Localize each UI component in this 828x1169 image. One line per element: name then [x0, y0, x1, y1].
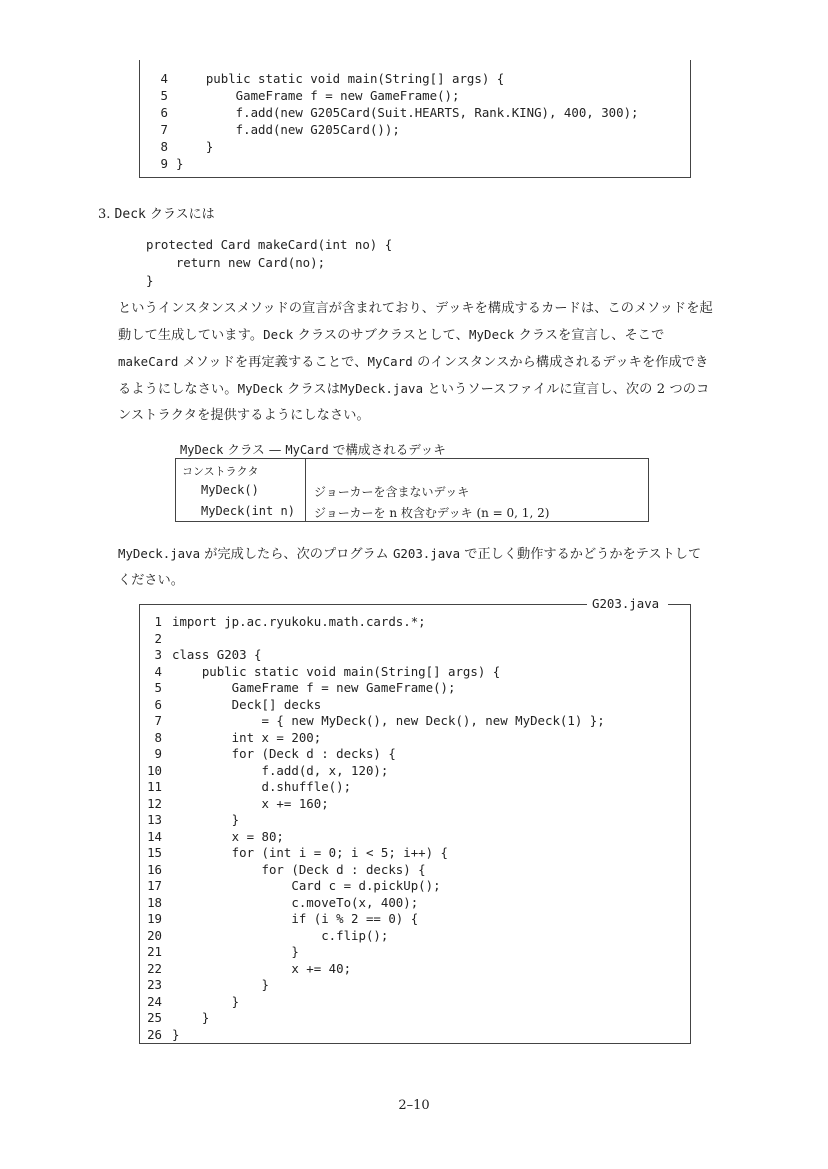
snippet-line: protected Card makeCard(int no) {	[146, 237, 393, 252]
line-number: 21	[147, 944, 162, 959]
line-number: 18	[147, 894, 162, 910]
code-text: d.shuffle();	[172, 779, 352, 794]
line-number: 3	[154, 647, 162, 662]
inline-code: MyCard	[367, 354, 413, 369]
inline-code: MyDeck	[468, 327, 515, 342]
line-number: 13	[147, 812, 162, 827]
constructor-signature: MyDeck()	[201, 483, 259, 497]
test-instruction-paragraph: MyDeck.java が完成したら、次のプログラム G203.java で正しく動作するかどうかをテストしてください。	[118, 546, 702, 588]
code-text: GameFrame f = new GameFrame();	[176, 88, 460, 103]
code-text: }	[172, 1010, 210, 1025]
constructor-signature: MyDeck(int n)	[201, 504, 295, 518]
constructor-description: ジョーカーを n 枚含むデッキ (n = 0, 1, 2)	[314, 506, 550, 520]
line-number: 11	[147, 779, 162, 794]
code-text: public static void main(String[] args) {	[172, 663, 501, 679]
code-text: x += 160;	[172, 795, 329, 811]
exercise-item-3-heading	[98, 203, 215, 222]
inline-code: MyDeck	[237, 381, 283, 396]
code-text: Deck[] decks	[172, 696, 322, 712]
line-number: 5	[160, 88, 168, 103]
item-heading-text: クラスには	[145, 207, 215, 222]
line-number: 9	[154, 746, 162, 761]
listing-title: G203.java	[592, 596, 660, 611]
code-text: Card c = d.pickUp();	[172, 878, 441, 893]
line-number: 9	[160, 156, 168, 171]
code-text: }	[172, 944, 299, 959]
table-divider	[305, 459, 306, 521]
code-text: for (Deck d : decks) {	[172, 746, 396, 761]
code-text: public static void main(String[] args) {	[176, 71, 505, 86]
inline-code: MyDeck.java	[340, 381, 424, 396]
line-number: 14	[147, 828, 162, 844]
line-number: 7	[160, 122, 168, 137]
line-number: 12	[147, 795, 162, 811]
code-text: }	[172, 1026, 180, 1042]
line-number: 7	[154, 713, 162, 728]
code-text: }	[172, 993, 240, 1009]
line-number: 6	[154, 696, 162, 712]
instruction-paragraph: というインスタンスメソッドの宣言が含まれており、デッキを構成するカードは、このメソッドを起動して生成しています。Deck クラスのサブクラスとして、MyDeck クラスを宣言し、そこで makeCard メソッドを再定義することで、MyCard のインスタンスから構成されるデッキを作成できるようにしなさい。MyDeck クラスはMyDeck.java というソースファイルに宣言し、次の 2 つのコンストラクタを提供するようにしなさい。	[118, 301, 713, 423]
page-number: 2–10	[398, 1098, 430, 1113]
line-number: 1	[154, 614, 162, 629]
inline-code: MyDeck.java	[118, 546, 201, 561]
line-number: 25	[147, 1010, 162, 1025]
line-number: 16	[147, 861, 162, 877]
code-text: c.moveTo(x, 400);	[172, 894, 419, 910]
code-text: }	[172, 812, 240, 827]
code-text: f.add(new G205Card(Suit.HEARTS, Rank.KING), 400, 300);	[176, 105, 639, 120]
snippet-line: }	[146, 273, 154, 288]
code-text: class G203 {	[172, 647, 262, 662]
code-text: for (Deck d : decks) {	[172, 861, 426, 877]
table-header: コンストラクタ	[182, 465, 259, 478]
line-number: 22	[147, 960, 162, 976]
line-number: 15	[147, 845, 162, 860]
code-text: if (i % 2 == 0) {	[172, 911, 419, 926]
line-number: 26	[147, 1026, 162, 1042]
line-number: 8	[154, 729, 162, 745]
code-listing-continued	[139, 60, 691, 178]
code-text: for (int i = 0; i < 5; i++) {	[172, 845, 449, 860]
make-card-snippet	[146, 236, 392, 290]
code-listing-g203	[139, 604, 691, 1044]
line-number: 19	[147, 911, 162, 926]
code-text: f.add(d, x, 120);	[172, 762, 389, 778]
line-number: 23	[147, 977, 162, 992]
class-name: Deck	[114, 207, 146, 222]
line-number: 17	[147, 878, 162, 893]
code-text: int x = 200;	[172, 729, 322, 745]
inline-code: Deck	[263, 327, 294, 342]
code-text: = { new MyDeck(), new Deck(), new MyDeck(1) };	[172, 713, 605, 728]
inline-code: makeCard	[118, 354, 179, 369]
code-text: import jp.ac.ryukoku.math.cards.*;	[172, 614, 426, 629]
line-number: 2	[154, 630, 162, 646]
inline-code: G203.java	[392, 546, 461, 561]
item-number: 3.	[98, 207, 111, 222]
line-number: 10	[147, 762, 162, 778]
constructor-description: ジョーカーを含まないデッキ	[314, 485, 470, 499]
line-number: 5	[154, 680, 162, 695]
code-text: c.flip();	[172, 927, 389, 943]
line-number: 4	[154, 663, 162, 679]
line-number: 4	[160, 71, 168, 86]
code-text: }	[176, 156, 184, 171]
snippet-line: return new Card(no);	[146, 255, 326, 270]
code-text: f.add(new G205Card());	[176, 122, 400, 137]
code-text: GameFrame f = new GameFrame();	[172, 680, 456, 695]
line-number: 24	[147, 993, 162, 1009]
line-number: 8	[160, 139, 168, 154]
code-text: x = 80;	[172, 828, 284, 844]
line-number: 20	[147, 927, 162, 943]
code-text: x += 40;	[172, 960, 352, 976]
code-text: }	[176, 139, 214, 154]
code-text: }	[172, 977, 269, 992]
line-number: 6	[160, 105, 168, 120]
table-caption: MyDeck クラス — MyCard で構成されるデッキ	[180, 442, 446, 457]
constructor-table	[175, 458, 649, 522]
